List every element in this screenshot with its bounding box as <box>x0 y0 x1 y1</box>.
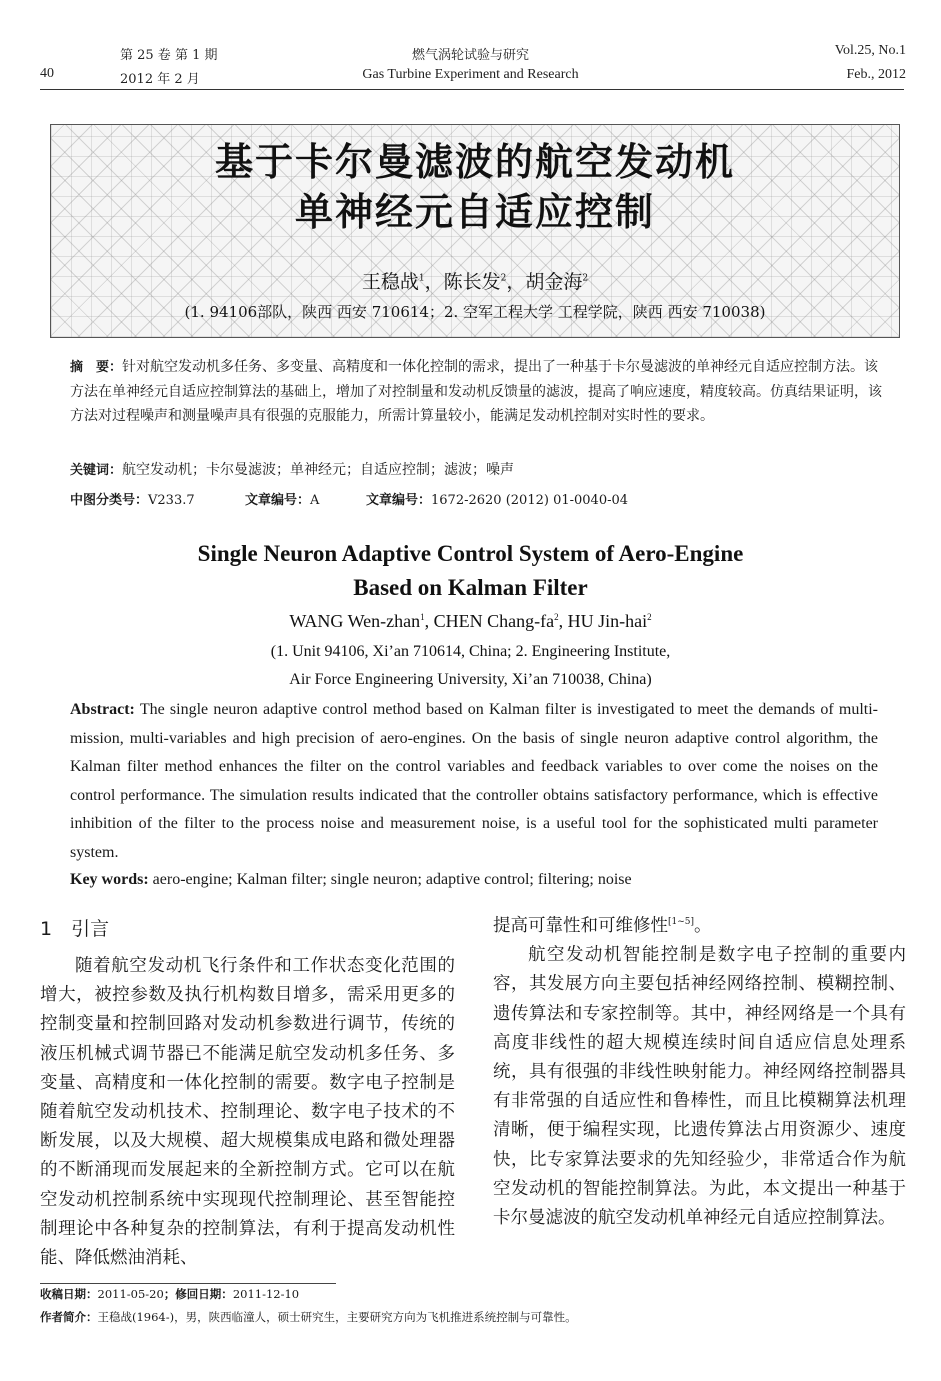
section-heading: 1 引言 <box>40 918 110 940</box>
affiliation-en-line1: (1. Unit 94106, Xi’an 710614, China; 2. Engineering Institute, <box>270 643 671 660</box>
author-cn-2-mark: 2 <box>500 273 507 284</box>
affiliation-en-line2: Air Force Engineering University, Xi’an 710038, China) <box>289 671 652 688</box>
affiliation-cn: (1. 94106部队，陕西 西安 710614；2. 空军工程大学 工程学院，陕西 西安 710038) <box>184 303 766 321</box>
received-date: 2011-05-20 <box>97 1287 164 1301</box>
clc-value: V233.7 <box>148 493 195 508</box>
header-rule <box>40 89 904 90</box>
authors-cn <box>51 267 899 294</box>
page-number: 40 <box>40 66 54 81</box>
clc <box>70 489 195 508</box>
author-en-1: WANG Wen-zhan <box>289 611 421 631</box>
title-en-line2: Based on Kalman Filter <box>353 575 588 600</box>
abstract-en-label: Abstract: <box>70 701 135 718</box>
keywords-cn <box>70 458 882 483</box>
authors-en <box>0 611 941 632</box>
article-number-label: 文章编号： <box>366 493 432 508</box>
revised-date: 2011-12-10 <box>232 1287 300 1301</box>
bio-text: 王稳战(1964-)，男，陕西临潼人，硕士研究生，主要研究方向为飞机推进系统控制与可靠性。 <box>97 1310 577 1324</box>
author-sep: , <box>424 611 434 631</box>
keywords-en-text: aero-engine; Kalman filter; single neuron; adaptive control; filtering; noise <box>152 871 632 888</box>
keywords-cn-text: 航空发动机；卡尔曼滤波；单神经元；自适应控制；滤波；噪声 <box>122 462 515 478</box>
author-sep: ， <box>506 271 526 293</box>
header-date-cn: 2012 年 2 月 <box>120 72 200 87</box>
author-sep: ， <box>424 271 444 293</box>
author-en-3-mark: 2 <box>647 612 652 622</box>
title-block <box>50 124 900 338</box>
header-journal-en: Gas Turbine Experiment and Research <box>362 67 579 82</box>
body-column-left <box>40 952 455 1270</box>
author-sep: , <box>558 611 568 631</box>
header-volume-en: Vol.25, No.1 <box>834 43 906 58</box>
citation: [1~5] <box>668 917 695 928</box>
abstract-cn-text: 针对航空发动机多任务、多变量、高精度和一体化控制的需求，提出了一种基于卡尔曼滤波的单神经元自适应控制方法。该方法在单神经元自适应控制算法的基础上，增加了对控制量和发动机反馈量的滤波，提高了响应速度，精度较高。仿真结果证明，该方法对过程噪声和测量噪声具有很强的克服能力，所需计算量较小，能满足发动机控制对实时性的要求。 <box>70 359 882 424</box>
doc-code-label: 文章编号： <box>245 493 311 508</box>
author-cn-1: 王稳战 <box>361 271 419 293</box>
keywords-en-label: Key words: <box>70 871 149 888</box>
footnote-rule <box>40 1283 336 1284</box>
intro-paragraph-1-continued <box>493 912 906 941</box>
keywords-en <box>70 866 878 895</box>
doc-code <box>245 489 319 508</box>
author-en-1-mark: 1 <box>420 612 425 622</box>
header-date-en: Feb., 2012 <box>846 67 906 82</box>
intro-paragraph-2: 航空发动机智能控制是数字电子控制的重要内容，其发展方向主要包括神经网络控制、模糊控制、遗传算法和专家控制等。其中，神经网络是一个具有高度非线性的超大规模连续时间自适应信息处理系统，具有很强的非线性映射能力。神经网络控制器具有非常强的自适应性和鲁棒性，而且比模糊算法机理清晰，便于编程实现，比遗传算法占用资源少、速度快，比专家算法要求的先知经验少，非常适合作为航空发动机的智能控制算法。为此，本文提出一种基于卡尔曼滤波的航空发动机单神经元自适应控制算法。 <box>493 945 906 1229</box>
title-cn-line2: 单神经元自适应控制 <box>294 190 655 234</box>
author-en-2-mark: 2 <box>554 612 559 622</box>
article-number <box>366 489 628 508</box>
footnote-dates <box>40 1286 299 1302</box>
abstract-cn <box>70 355 882 428</box>
header-volume-cn: 第 25 卷 第 1 期 <box>120 48 218 63</box>
author-en-2: CHEN Chang-fa <box>433 611 555 631</box>
received-label: 收稿日期： <box>40 1287 98 1301</box>
body-column-right <box>493 912 906 1233</box>
keywords-cn-label: 关键词： <box>70 463 123 478</box>
intro-paragraph-1-cont-text: 提高可靠性和可维修性 <box>493 916 668 936</box>
footnote-bio <box>40 1309 577 1325</box>
header-journal-cn: 燃气涡轮试验与研究 <box>411 48 529 63</box>
title-cn-line1: 基于卡尔曼滤波的航空发动机 <box>214 140 735 184</box>
author-en-3: HU Jin-hai <box>567 611 648 631</box>
author-cn-2: 陈长发 <box>443 271 501 293</box>
article-number-value: 1672-2620 (2012) 01-0040-04 <box>431 493 629 508</box>
doc-code-value: A <box>310 493 320 508</box>
revised-label: ；修回日期： <box>163 1287 233 1301</box>
author-cn-1-mark: 1 <box>418 273 425 284</box>
bio-label: 作者简介： <box>40 1310 98 1324</box>
abstract-cn-label: 摘 要： <box>70 360 123 375</box>
title-en-line1: Single Neuron Adaptive Control System of Aero-Engine <box>197 541 744 566</box>
abstract-en <box>70 696 878 867</box>
clc-label: 中图分类号： <box>70 493 149 508</box>
author-cn-3-mark: 2 <box>582 273 589 284</box>
author-cn-3: 胡金海 <box>525 271 583 293</box>
abstract-en-text: The single neuron adaptive control method based on Kalman filter is investigated to meet the demands of multi-mission, multi-variables and high precision of aero-engines. On the basis of single neuron adaptive control algorithm, the Kalman filter method enhances the filter on the control variables and feedback variables to over come the noises on the control performance. The simulation results indicated that the controller obtains satisfactory performance, which is effective inhibition of the filter to the process noise and measurement noise, is a useful tool for the sophisticated multi parameter system. <box>70 701 878 861</box>
intro-paragraph-1: 随着航空发动机飞行条件和工作状态变化范围的增大，被控参数及执行机构数目增多，需采用更多的控制变量和控制回路对发动机参数进行调节，传统的液压机械式调节器已不能满足航空发动机多任务、多变量、高精度和一体化控制的需要。数字电子控制是随着航空发动机技术、控制理论、数字电子技术的不断发展，以及大规模、超大规模集成电路和微处理器的不断涌现而发展起来的全新控制方式。它可以在航空发动机控制系统中实现现代控制理论、甚至智能控制理论中各种复杂的控制算法，有利于提高发动机性能、降低燃油消耗、 <box>40 956 455 1269</box>
intro-paragraph-1-end: 。 <box>694 916 712 936</box>
